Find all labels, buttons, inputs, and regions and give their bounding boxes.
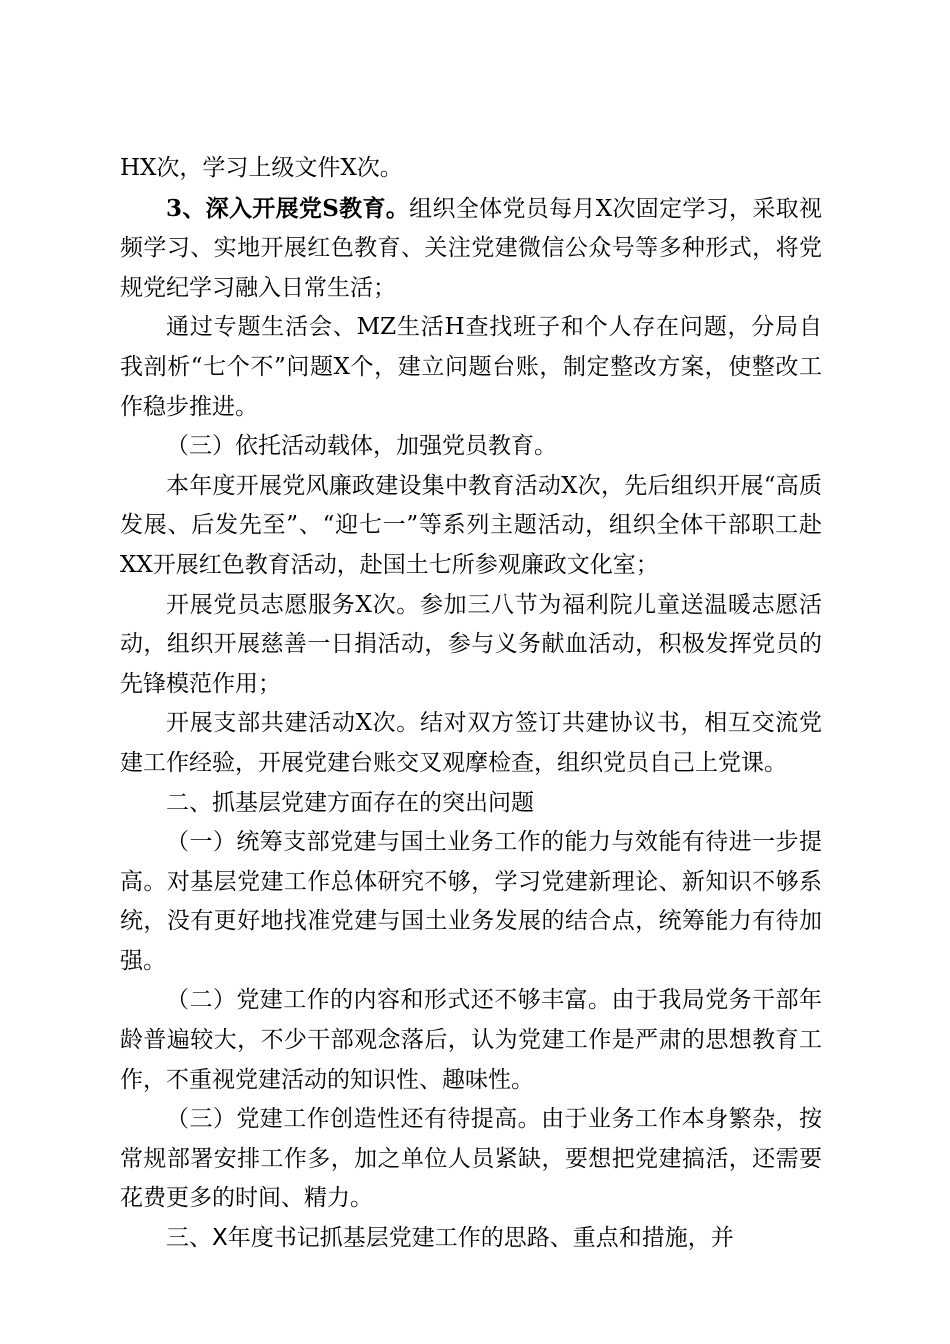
paragraph-party-education <box>120 189 822 309</box>
paragraph-clean-governance: 本年度开展党风廉政建设集中教育活动X次，先后组织开展“高质发展、后发先至”、“迎七一”等系列主题活动，组织全体干部职工赴XX开展红色教育活动，赴国土七所参观廉政文化室； <box>120 472 822 578</box>
subheading-activity-carrier: （三）依托活动载体，加强党员教育。 <box>166 433 557 460</box>
paragraph-bold-lead: 3、深入开展党S教育。 <box>166 194 410 222</box>
paragraph-special-meetings: 通过专题生活会、MZ生活H查找班子和个人存在问题，分局自我剖析“七个不”问题X个，建立问题台账，制定整改方案，使整改工作稳步推进。 <box>120 314 822 420</box>
document-page <box>120 149 822 1259</box>
section-heading-problems: 二、抓基层党建方面存在的突出问题 <box>166 789 534 816</box>
paragraph-body: 组织全体党员每月X次固定学习，采取视频学习、实地开展红色教育、关注党建微信公众号等多种形式，将党规党纪学习融入日常生活； <box>120 195 822 301</box>
paragraph-problem-2: （二）党建工作的内容和形式还不够丰富。由于我局党务干部年龄普遍较大，不少干部观念落后，认为党建工作是严肃的思想教育工作，不重视党建活动的知识性、趣味性。 <box>120 987 822 1093</box>
paragraph-problem-1: （一）统筹支部党建与国土业务工作的能力与效能有待进一步提高。对基层党建工作总体研究不够，学习党建新理论、新知识不够系统，没有更好地找准党建与国土业务发展的结合点，统筹能力有待加强。 <box>120 829 822 974</box>
section-heading-next-year: 三、X年度书记抓基层党建工作的思路、重点和措施，并 <box>166 1225 734 1252</box>
paragraph-joint-building: 开展支部共建活动X次。结对双方签订共建协议书，相互交流党建工作经验，开展党建台账交叉观摩检查，组织党员自己上党课。 <box>120 710 822 776</box>
paragraph-volunteer-service: 开展党员志愿服务X次。参加三八节为福利院儿童送温暖志愿活动，组织开展慈善一日捐活动，参与义务献血活动，积极发挥党员的先锋模范作用； <box>120 591 822 697</box>
paragraph-problem-3: （三）党建工作创造性还有待提高。由于业务工作本身繁杂，按常规部署安排工作多，加之单位人员紧缺，要想把党建搞活，还需要花费更多的时间、精力。 <box>120 1106 822 1212</box>
paragraph-continuation: HX次，学习上级文件X次。 <box>120 155 403 181</box>
